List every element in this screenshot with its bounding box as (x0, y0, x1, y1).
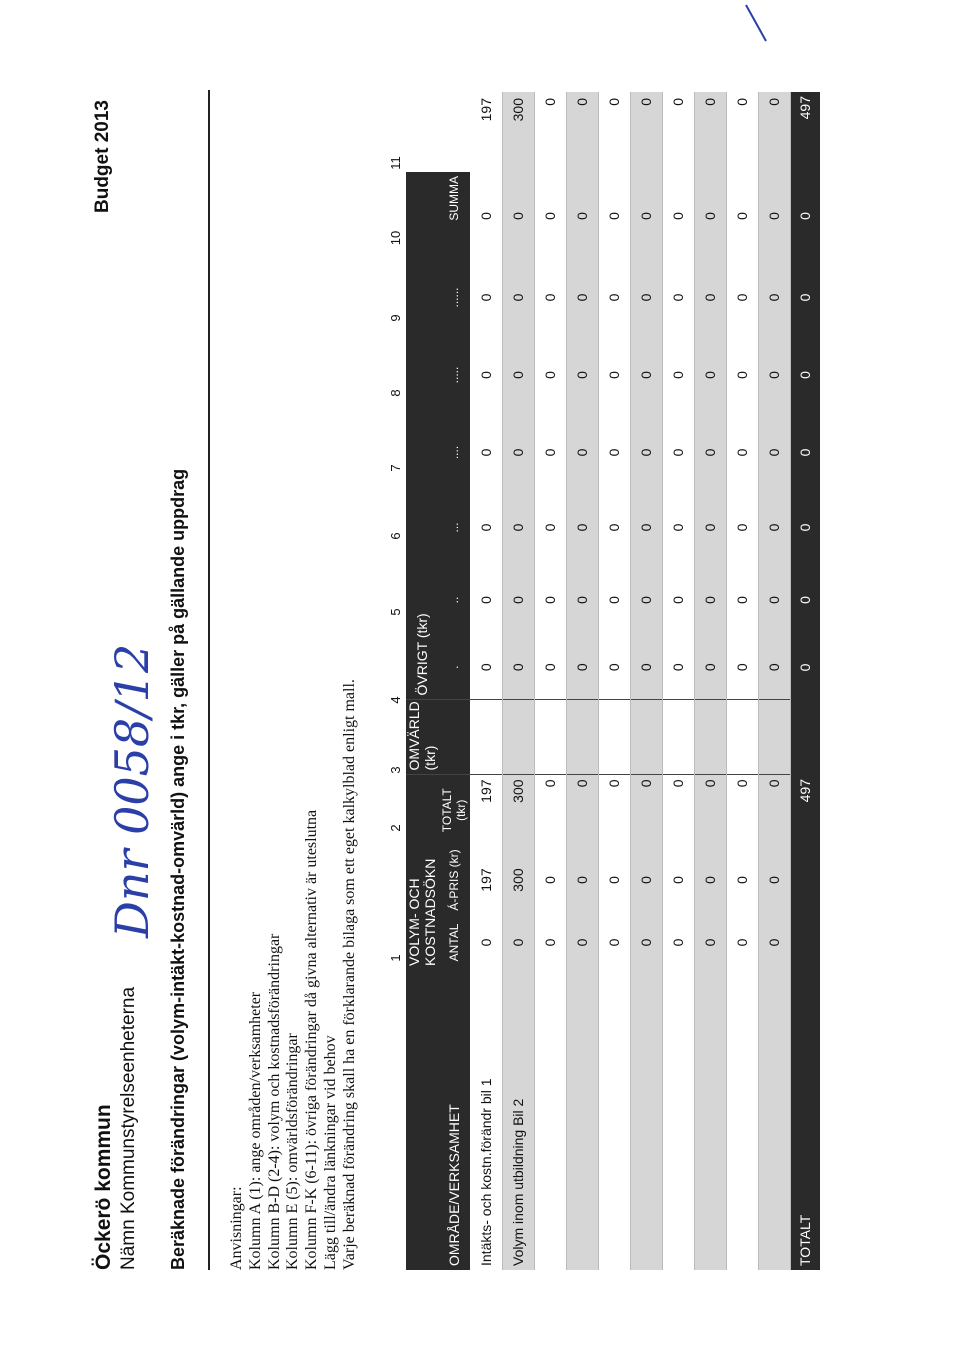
cell-omvarld (534, 700, 566, 775)
cell-o2: 0 (630, 565, 662, 635)
cell-totalt: 197 (470, 775, 502, 845)
cell-o4: 0 (662, 415, 694, 490)
cell-o2: 0 (758, 565, 790, 635)
cell-omvarld (502, 700, 534, 775)
cell-o4: 0 (630, 415, 662, 490)
cell-omvarld (758, 700, 790, 775)
cell-o2: 0 (598, 565, 630, 635)
cell-summa: 0 (694, 92, 726, 172)
row-label (758, 970, 790, 1270)
cell-omvarld (470, 700, 502, 775)
cell-apris: 0 (566, 845, 598, 915)
cell-o6: 0 (470, 260, 502, 335)
cell-totalt: 0 (662, 775, 694, 845)
column-number: 6 (388, 532, 403, 540)
cell-summa: 0 (662, 92, 694, 172)
row-label: Volym inom utbildning Bil 2 (502, 970, 534, 1270)
row-label (662, 970, 694, 1270)
cell-o5: 0 (566, 335, 598, 415)
cell-o6: 0 (694, 260, 726, 335)
table-row (502, 92, 534, 1270)
cell-o7: 0 (630, 172, 662, 260)
group-header-volume: VOLYM- OCH KOSTNADSÖKN (406, 775, 438, 970)
row-label (534, 970, 566, 1270)
cell-antal: 0 (598, 915, 630, 970)
total-omvarld (790, 700, 820, 775)
cell-o1: 0 (726, 635, 758, 700)
cell-totalt: 300 (502, 775, 534, 845)
cell-apris: 0 (758, 845, 790, 915)
cell-o2: 0 (534, 565, 566, 635)
row-label (726, 970, 758, 1270)
group-header-spacer (406, 970, 438, 1270)
table-sub-header (438, 92, 470, 1270)
cell-summa: 0 (630, 92, 662, 172)
row-label (598, 970, 630, 1270)
table-group-header (406, 92, 438, 1270)
header-ovrigt-4: .... (438, 415, 470, 490)
instruction-line: Kolumn E (5): omvärldsförändringar (284, 1033, 302, 1270)
cell-o5: 0 (758, 335, 790, 415)
cell-totalt: 0 (534, 775, 566, 845)
cell-o5: 0 (662, 335, 694, 415)
cell-omvarld (598, 700, 630, 775)
total-summa: 497 (790, 92, 820, 172)
cell-o3: 0 (470, 490, 502, 565)
cell-antal: 0 (630, 915, 662, 970)
cell-antal: 0 (694, 915, 726, 970)
total-label: TOTALT (790, 970, 820, 1270)
cell-o5: 0 (534, 335, 566, 415)
total-antal (790, 915, 820, 970)
cell-o3: 0 (598, 490, 630, 565)
header-ovrigt-5: ..... (438, 335, 470, 415)
column-number: 8 (388, 389, 403, 397)
budget-changes-table (406, 92, 820, 1270)
board-name: Nämn Kommunstyrelseenheterna (118, 986, 139, 1270)
cell-totalt: 0 (726, 775, 758, 845)
row-label: Intäkts- och kostn.förändr bil 1 (470, 970, 502, 1270)
cell-antal: 0 (470, 915, 502, 970)
column-number: 10 (388, 230, 403, 246)
cell-o1: 0 (566, 635, 598, 700)
budget-label: Budget 2013 (92, 100, 113, 213)
row-label (694, 970, 726, 1270)
table-row (662, 92, 694, 1270)
cell-totalt: 0 (694, 775, 726, 845)
cell-totalt: 0 (630, 775, 662, 845)
cell-apris: 0 (630, 845, 662, 915)
table-row (534, 92, 566, 1270)
cell-o6: 0 (534, 260, 566, 335)
cell-o5: 0 (598, 335, 630, 415)
column-number: 11 (388, 156, 403, 170)
cell-omvarld (726, 700, 758, 775)
header-ovrigt-1: . (438, 635, 470, 700)
row-label (630, 970, 662, 1270)
cell-o5: 0 (502, 335, 534, 415)
cell-o1: 0 (630, 635, 662, 700)
cell-summa: 0 (598, 92, 630, 172)
cell-o7: 0 (694, 172, 726, 260)
cell-o1: 0 (758, 635, 790, 700)
cell-antal: 0 (662, 915, 694, 970)
cell-summa: 0 (566, 92, 598, 172)
total-apris (790, 845, 820, 915)
cell-o1: 0 (502, 635, 534, 700)
column-number: 2 (388, 824, 403, 832)
cell-apris: 300 (502, 845, 534, 915)
cell-o2: 0 (502, 565, 534, 635)
table-row (726, 92, 758, 1270)
cell-summa: 197 (470, 92, 502, 172)
header-ovrigt-3: ... (438, 490, 470, 565)
cell-o6: 0 (502, 260, 534, 335)
row-label (566, 970, 598, 1270)
cell-o4: 0 (694, 415, 726, 490)
column-number: 9 (388, 314, 403, 322)
cell-o5: 0 (694, 335, 726, 415)
cell-totalt: 0 (758, 775, 790, 845)
header-ovrigt-6: ...... (438, 260, 470, 335)
cell-omvarld (662, 700, 694, 775)
cell-o2: 0 (662, 565, 694, 635)
cell-o3: 0 (662, 490, 694, 565)
cell-summa: 300 (502, 92, 534, 172)
cell-o3: 0 (566, 490, 598, 565)
cell-o6: 0 (758, 260, 790, 335)
cell-antal: 0 (534, 915, 566, 970)
column-number: 1 (388, 954, 403, 962)
cell-summa: 0 (726, 92, 758, 172)
cell-o1: 0 (534, 635, 566, 700)
instructions-heading: Anvisningar: (228, 1186, 245, 1270)
instruction-line: Kolumn B-D (2-4): volym och kostnadsförändringar (265, 933, 283, 1270)
header-summa: SUMMA (438, 172, 470, 260)
total-row (790, 92, 820, 1270)
cell-o6: 0 (662, 260, 694, 335)
cell-o6: 0 (598, 260, 630, 335)
instructions (228, 679, 360, 1270)
total-o3: 0 (790, 490, 820, 565)
cell-o1: 0 (662, 635, 694, 700)
instruction-line: Kolumn F-K (6-11): övriga förändringar då givna alternativ är uteslutna (303, 809, 321, 1270)
page-subtitle: Beräknade förändringar (volym-intäkt-kostnad-omvärld) ange i tkr, gäller på gällande uppdrag (168, 468, 188, 1270)
divider (208, 90, 210, 1270)
cell-o3: 0 (534, 490, 566, 565)
cell-o6: 0 (566, 260, 598, 335)
cell-apris: 0 (662, 845, 694, 915)
total-o7: 0 (790, 172, 820, 260)
cell-o2: 0 (694, 565, 726, 635)
total-o5: 0 (790, 335, 820, 415)
column-number: 5 (388, 608, 403, 616)
cell-o2: 0 (726, 565, 758, 635)
cell-o5: 0 (470, 335, 502, 415)
total-o2: 0 (790, 565, 820, 635)
cell-antal: 0 (758, 915, 790, 970)
cell-o4: 0 (534, 415, 566, 490)
cell-o1: 0 (694, 635, 726, 700)
cell-antal: 0 (502, 915, 534, 970)
cell-summa: 0 (534, 92, 566, 172)
group-header-omvarld: OMVÄRLD (tkr) (406, 700, 438, 775)
instruction-line: Lägg till/ändra länkningar vid behov (321, 1035, 339, 1270)
cell-o1: 0 (470, 635, 502, 700)
cell-o7: 0 (566, 172, 598, 260)
total-o4: 0 (790, 415, 820, 490)
cell-apris: 197 (470, 845, 502, 915)
table-row (694, 92, 726, 1270)
cell-o3: 0 (694, 490, 726, 565)
table-row (470, 92, 502, 1270)
cell-o4: 0 (598, 415, 630, 490)
cell-apris: 0 (534, 845, 566, 915)
header-area: OMRÅDE/VERKSAMHET (438, 970, 470, 1270)
header-antal: ANTAL (438, 915, 470, 970)
header-totalt: TOTALT (tkr) (438, 775, 470, 845)
table-row (630, 92, 662, 1270)
cell-o4: 0 (726, 415, 758, 490)
cell-o5: 0 (630, 335, 662, 415)
cell-o7: 0 (502, 172, 534, 260)
instruction-line: Varje beräknad förändring skall ha en förklarande bilaga som ett eget kalkylblad enligt mall. (340, 679, 358, 1270)
cell-o5: 0 (726, 335, 758, 415)
cell-o4: 0 (470, 415, 502, 490)
cell-omvarld (694, 700, 726, 775)
cell-apris: 0 (598, 845, 630, 915)
cell-omvarld (566, 700, 598, 775)
handwritten-reference-text: Dnr 0058/12 (105, 643, 159, 938)
column-number: 7 (388, 464, 403, 472)
cell-o7: 0 (662, 172, 694, 260)
cell-o7: 0 (598, 172, 630, 260)
group-header-ovrigt: ÖVRIGT (tkr) (406, 172, 438, 700)
cell-apris: 0 (694, 845, 726, 915)
cell-summa: 0 (758, 92, 790, 172)
cell-antal: 0 (726, 915, 758, 970)
cell-o7: 0 (726, 172, 758, 260)
table-row (566, 92, 598, 1270)
header-omvarld-col (438, 700, 470, 775)
cell-o4: 0 (758, 415, 790, 490)
column-number: 4 (388, 696, 403, 704)
cell-o3: 0 (630, 490, 662, 565)
cell-o4: 0 (502, 415, 534, 490)
cell-apris: 0 (726, 845, 758, 915)
total-o1: 0 (790, 635, 820, 700)
cell-antal: 0 (566, 915, 598, 970)
cell-o7: 0 (470, 172, 502, 260)
org-name: Öckerö kommun (92, 1104, 115, 1270)
total-o6: 0 (790, 260, 820, 335)
cell-o3: 0 (726, 490, 758, 565)
column-number: 3 (388, 766, 403, 774)
handwritten-reference (90, 618, 170, 948)
cell-totalt: 0 (566, 775, 598, 845)
total-totalt: 497 (790, 775, 820, 845)
instruction-line: Kolumn A (1): ange områden/verksamheter (246, 991, 264, 1270)
cell-o3: 0 (758, 490, 790, 565)
cell-o3: 0 (502, 490, 534, 565)
table-row (758, 92, 790, 1270)
cell-o1: 0 (598, 635, 630, 700)
table-row (598, 92, 630, 1270)
cell-o2: 0 (470, 565, 502, 635)
handwritten-mark (740, 3, 770, 43)
cell-o7: 0 (534, 172, 566, 260)
cell-o7: 0 (758, 172, 790, 260)
header-apris: Á-PRIS (kr) (438, 845, 470, 915)
cell-omvarld (630, 700, 662, 775)
cell-totalt: 0 (598, 775, 630, 845)
header-ovrigt-2: .. (438, 565, 470, 635)
cell-o6: 0 (726, 260, 758, 335)
cell-o6: 0 (630, 260, 662, 335)
cell-o4: 0 (566, 415, 598, 490)
cell-o2: 0 (566, 565, 598, 635)
